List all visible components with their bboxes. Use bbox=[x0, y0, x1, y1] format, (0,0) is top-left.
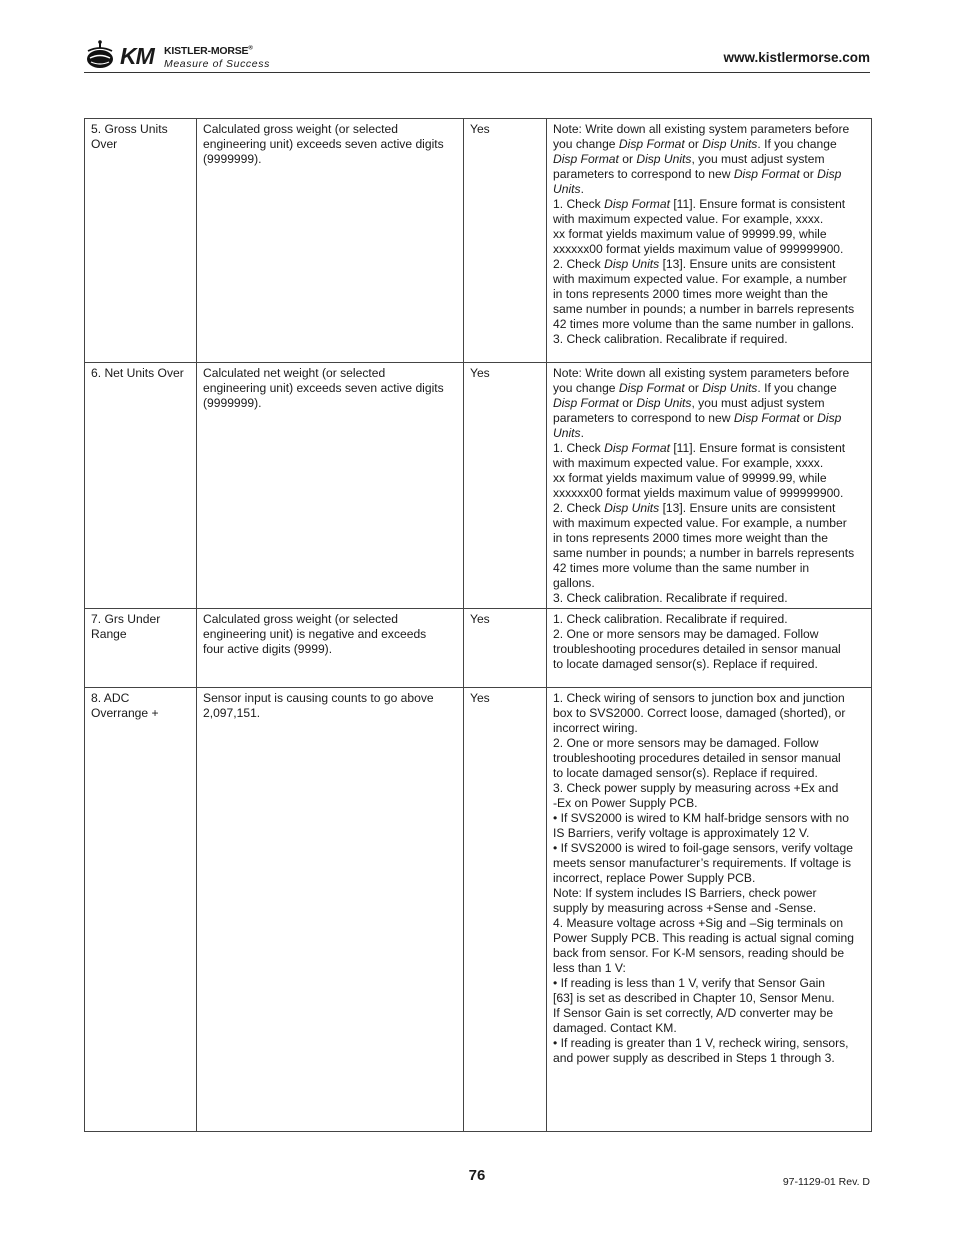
alarm-cell bbox=[464, 688, 547, 1132]
solution-line bbox=[553, 576, 865, 591]
solution-text: 1. Check wiring of sensors to junction box and junction bbox=[553, 691, 845, 705]
parameter-name: Disp Format bbox=[733, 411, 800, 425]
solution-line bbox=[553, 411, 865, 426]
solution-line bbox=[553, 657, 865, 672]
error-message-line: 8. ADC bbox=[91, 691, 130, 705]
cause-line: Calculated gross weight (or selected bbox=[203, 122, 398, 136]
solution-text: gallons. bbox=[553, 576, 595, 590]
solution-line bbox=[553, 751, 865, 766]
parameter-name: Disp Units bbox=[702, 381, 758, 395]
solution-text: troubleshooting procedures detailed in sensor manual bbox=[553, 751, 841, 765]
parameter-name: Disp Format bbox=[604, 197, 670, 211]
scale-icon bbox=[84, 39, 116, 71]
solution-text: box to SVS2000. Correct loose, damaged (shorted), or bbox=[553, 706, 846, 720]
solution-text: same number in pounds; a number in barrels represents bbox=[553, 546, 855, 560]
solution-line bbox=[553, 546, 865, 561]
solution-text: . bbox=[580, 426, 584, 440]
solution-line bbox=[553, 332, 865, 347]
solution-text: meets sensor manufacturer’s requirements. If voltage is bbox=[553, 856, 851, 870]
solution-line bbox=[553, 1021, 865, 1036]
solution-line bbox=[553, 122, 865, 137]
solution-line bbox=[553, 152, 865, 167]
parameter-name: Disp Units bbox=[702, 137, 758, 151]
solution-line bbox=[553, 826, 865, 841]
solution-text: parameters to correspond to new bbox=[553, 167, 734, 181]
solution-line bbox=[553, 706, 865, 721]
solution-text: . If you change bbox=[757, 137, 837, 151]
solution-line bbox=[553, 471, 865, 486]
solution-text: • If SVS2000 is wired to foil-gage sensors, verify voltage bbox=[553, 841, 854, 855]
solution-line bbox=[553, 167, 865, 182]
solution-line bbox=[553, 931, 865, 946]
solution-text: [11]. Ensure format is consistent bbox=[669, 197, 846, 211]
solution-line bbox=[553, 302, 865, 317]
solution-text: and power supply as described in Steps 1 through 3. bbox=[553, 1051, 835, 1065]
solution-text: damaged. Contact KM. bbox=[553, 1021, 677, 1035]
tagline: Measure of Success bbox=[164, 58, 270, 70]
error-message-line: Over bbox=[91, 137, 118, 151]
table-row bbox=[85, 609, 872, 688]
parameter-name: Disp Format bbox=[553, 152, 619, 166]
solution-line bbox=[553, 612, 865, 627]
table-row bbox=[85, 688, 872, 1132]
alarm-value: Yes bbox=[470, 691, 490, 705]
solution-text: 3. Check power supply by measuring across +Ex and bbox=[553, 781, 839, 795]
cause-line: engineering unit) exceeds seven active digits bbox=[203, 137, 444, 151]
solution-line bbox=[553, 841, 865, 856]
solution-line bbox=[553, 501, 865, 516]
solution-text: IS Barriers, verify voltage is approximately 12 V. bbox=[553, 826, 810, 840]
solution-text: Note: If system includes IS Barriers, check power bbox=[553, 886, 817, 900]
solution-text: • If SVS2000 is wired to KM half-bridge sensors with no bbox=[553, 811, 849, 825]
solution-line bbox=[553, 242, 865, 257]
solution-line bbox=[553, 561, 865, 576]
parameter-name: Disp Units bbox=[636, 396, 692, 410]
solution-line bbox=[553, 976, 865, 991]
solution-line bbox=[553, 317, 865, 332]
solution-text: you change bbox=[553, 137, 619, 151]
parameter-name: Disp Format bbox=[604, 441, 670, 455]
solution-line bbox=[553, 531, 865, 546]
solution-text: If Sensor Gain is set correctly, A/D converter may be bbox=[553, 1006, 834, 1020]
solution-text: . bbox=[580, 182, 584, 196]
solution-line bbox=[553, 212, 865, 227]
company-name: KISTLER-MORSE® bbox=[164, 45, 253, 57]
parameter-name: Units bbox=[553, 182, 581, 196]
solution-line bbox=[553, 486, 865, 501]
solution-line bbox=[553, 642, 865, 657]
cause-line: 2,097,151. bbox=[203, 706, 261, 720]
solution-line bbox=[553, 272, 865, 287]
solution-text: -Ex on Power Supply PCB. bbox=[553, 796, 698, 810]
solution-cell bbox=[547, 688, 872, 1132]
solution-text: less than 1 V: bbox=[553, 961, 626, 975]
solution-text: with maximum expected value. For example, xxxx. bbox=[553, 212, 824, 226]
solution-line bbox=[553, 591, 865, 606]
solution-cell bbox=[547, 609, 872, 688]
cause-cell bbox=[197, 609, 464, 688]
alarm-cell bbox=[464, 119, 547, 363]
solution-line bbox=[553, 627, 865, 642]
error-message-cell bbox=[85, 609, 197, 688]
solution-text: Power Supply PCB. This reading is actual signal coming bbox=[553, 931, 854, 945]
solution-text: 2. One or more sensors may be damaged. Follow bbox=[553, 627, 819, 641]
solution-text: 3. Check calibration. Recalibrate if required. bbox=[553, 332, 788, 346]
solution-line bbox=[553, 396, 865, 411]
solution-text: or bbox=[618, 152, 637, 166]
solution-line bbox=[553, 1006, 865, 1021]
solution-text: incorrect, replace Power Supply PCB. bbox=[553, 871, 756, 885]
solution-text: 42 times more volume than the same number in gallons. bbox=[553, 317, 855, 331]
cause-line: Sensor input is causing counts to go above bbox=[203, 691, 434, 705]
solution-text: same number in pounds; a number in barrels represents bbox=[553, 302, 855, 316]
solution-line bbox=[553, 1036, 865, 1051]
solution-text: . If you change bbox=[757, 381, 837, 395]
parameter-name: Disp Format bbox=[618, 381, 685, 395]
cause-line: engineering unit) is negative and exceeds bbox=[203, 627, 427, 641]
solution-text: xxxxxx00 format yields maximum value of 999999900. bbox=[553, 242, 844, 256]
table-row bbox=[85, 363, 872, 609]
cause-line: (9999999). bbox=[203, 396, 262, 410]
alarm-value: Yes bbox=[470, 612, 490, 626]
solution-line bbox=[553, 961, 865, 976]
solution-text: to locate damaged sensor(s). Replace if required. bbox=[553, 657, 818, 671]
parameter-name: Disp Format bbox=[733, 167, 800, 181]
kistler-morse-logo bbox=[84, 39, 284, 73]
cause-line: engineering unit) exceeds seven active digits bbox=[203, 381, 444, 395]
cause-cell bbox=[197, 363, 464, 609]
solution-line bbox=[553, 871, 865, 886]
solution-text: or bbox=[618, 396, 637, 410]
page-header bbox=[84, 36, 870, 72]
solution-text: in tons represents 2000 times more weight than the bbox=[553, 531, 828, 545]
header-rule bbox=[84, 72, 870, 73]
solution-line bbox=[553, 287, 865, 302]
solution-line bbox=[553, 182, 865, 197]
solution-line bbox=[553, 916, 865, 931]
solution-text: xxxxxx00 format yields maximum value of 999999900. bbox=[553, 486, 844, 500]
solution-text: 2. Check bbox=[553, 501, 605, 515]
solution-text: or bbox=[684, 137, 703, 151]
error-message-cell bbox=[85, 688, 197, 1132]
solution-line bbox=[553, 991, 865, 1006]
solution-line bbox=[553, 1051, 865, 1066]
solution-text: to locate damaged sensor(s). Replace if required. bbox=[553, 766, 818, 780]
solution-line bbox=[553, 721, 865, 736]
solution-text: [13]. Ensure units are consistent bbox=[659, 501, 836, 515]
solution-text: with maximum expected value. For example, a number bbox=[553, 272, 847, 286]
parameter-name: Disp Format bbox=[553, 396, 619, 410]
solution-text: Note: Write down all existing system parameters before bbox=[553, 366, 850, 380]
solution-text: with maximum expected value. For example, a number bbox=[553, 516, 847, 530]
solution-line bbox=[553, 366, 865, 381]
cause-cell bbox=[197, 119, 464, 363]
table-row bbox=[85, 119, 872, 363]
solution-line bbox=[553, 137, 865, 152]
error-message-line: 7. Grs Under bbox=[91, 612, 161, 626]
parameter-name: Disp Format bbox=[618, 137, 685, 151]
solution-line bbox=[553, 456, 865, 471]
solution-text: 2. One or more sensors may be damaged. Follow bbox=[553, 736, 819, 750]
solution-cell bbox=[547, 363, 872, 609]
solution-line bbox=[553, 811, 865, 826]
error-message-cell bbox=[85, 363, 197, 609]
solution-line bbox=[553, 781, 865, 796]
solution-line bbox=[553, 691, 865, 706]
solution-line bbox=[553, 766, 865, 781]
solution-text: Note: Write down all existing system parameters before bbox=[553, 122, 850, 136]
solution-text: 2. Check bbox=[553, 257, 605, 271]
solution-text: or bbox=[799, 167, 818, 181]
brand-mark: KM bbox=[120, 43, 154, 69]
solution-text: in tons represents 2000 times more weight than the bbox=[553, 287, 828, 301]
solution-text: parameters to correspond to new bbox=[553, 411, 734, 425]
cause-cell bbox=[197, 688, 464, 1132]
solution-text: xx format yields maximum value of 99999.99, while bbox=[553, 471, 827, 485]
parameter-name: Disp bbox=[817, 411, 842, 425]
solution-text: or bbox=[684, 381, 703, 395]
parameter-name: Disp Units bbox=[604, 501, 660, 515]
table-body bbox=[85, 119, 872, 1132]
solution-text: [63] is set as described in Chapter 10, Sensor Menu. bbox=[553, 991, 835, 1005]
parameter-name: Units bbox=[553, 426, 581, 440]
alarm-value: Yes bbox=[470, 122, 490, 136]
solution-line bbox=[553, 516, 865, 531]
error-message-cell bbox=[85, 119, 197, 363]
solution-text: with maximum expected value. For example, xxxx. bbox=[553, 456, 824, 470]
solution-line bbox=[553, 856, 865, 871]
cause-line: Calculated net weight (or selected bbox=[203, 366, 386, 380]
solution-text: supply by measuring across +Sense and -Sense. bbox=[553, 901, 817, 915]
error-message-line: 6. Net Units Over bbox=[91, 366, 184, 380]
solution-text: 42 times more volume than the same number in bbox=[553, 561, 810, 575]
alarm-cell bbox=[464, 609, 547, 688]
solution-text: you change bbox=[553, 381, 619, 395]
solution-text: • If reading is less than 1 V, verify that Sensor Gain bbox=[553, 976, 826, 990]
solution-text: [13]. Ensure units are consistent bbox=[659, 257, 836, 271]
solution-text: troubleshooting procedures detailed in sensor manual bbox=[553, 642, 841, 656]
solution-text: incorrect wiring. bbox=[553, 721, 638, 735]
error-message-line: Range bbox=[91, 627, 127, 641]
solution-line bbox=[553, 441, 865, 456]
alarm-cell bbox=[464, 363, 547, 609]
solution-line bbox=[553, 946, 865, 961]
cause-line: (9999999). bbox=[203, 152, 262, 166]
error-message-line: 5. Gross Units bbox=[91, 122, 168, 136]
parameter-name: Disp bbox=[817, 167, 842, 181]
solution-text: , you must adjust system bbox=[691, 152, 825, 166]
solution-line bbox=[553, 886, 865, 901]
solution-text: 4. Measure voltage across +Sig and –Sig terminals on bbox=[553, 916, 844, 930]
cause-line: four active digits (9999). bbox=[203, 642, 333, 656]
alarm-value: Yes bbox=[470, 366, 490, 380]
solution-text: 1. Check bbox=[553, 197, 605, 211]
solution-line bbox=[553, 227, 865, 242]
website-link[interactable]: www.kistlermorse.com bbox=[723, 50, 870, 65]
solution-text: 3. Check calibration. Recalibrate if required. bbox=[553, 591, 788, 605]
solution-line bbox=[553, 257, 865, 272]
parameter-name: Disp Units bbox=[604, 257, 660, 271]
solution-text: back from sensor. For K-M sensors, reading should be bbox=[553, 946, 845, 960]
solution-line bbox=[553, 197, 865, 212]
solution-line bbox=[553, 381, 865, 396]
solution-text: 1. Check bbox=[553, 441, 605, 455]
solution-text: , you must adjust system bbox=[691, 396, 825, 410]
parameter-name: Disp Units bbox=[636, 152, 692, 166]
solution-cell bbox=[547, 119, 872, 363]
page-number: 76 bbox=[468, 1167, 486, 1184]
solution-text: or bbox=[799, 411, 818, 425]
solution-line bbox=[553, 736, 865, 751]
troubleshooting-table bbox=[84, 118, 872, 1132]
solution-text: xx format yields maximum value of 99999.99, while bbox=[553, 227, 827, 241]
solution-text: 1. Check calibration. Recalibrate if required. bbox=[553, 612, 788, 626]
solution-line bbox=[553, 426, 865, 441]
solution-text: • If reading is greater than 1 V, recheck wiring, sensors, bbox=[553, 1036, 849, 1050]
solution-line bbox=[553, 901, 865, 916]
doc-revision: 97-1129-01 Rev. D bbox=[782, 1176, 870, 1188]
error-message-line: Overrange + bbox=[91, 706, 159, 720]
solution-text: [11]. Ensure format is consistent bbox=[669, 441, 846, 455]
solution-line bbox=[553, 796, 865, 811]
cause-line: Calculated gross weight (or selected bbox=[203, 612, 398, 626]
